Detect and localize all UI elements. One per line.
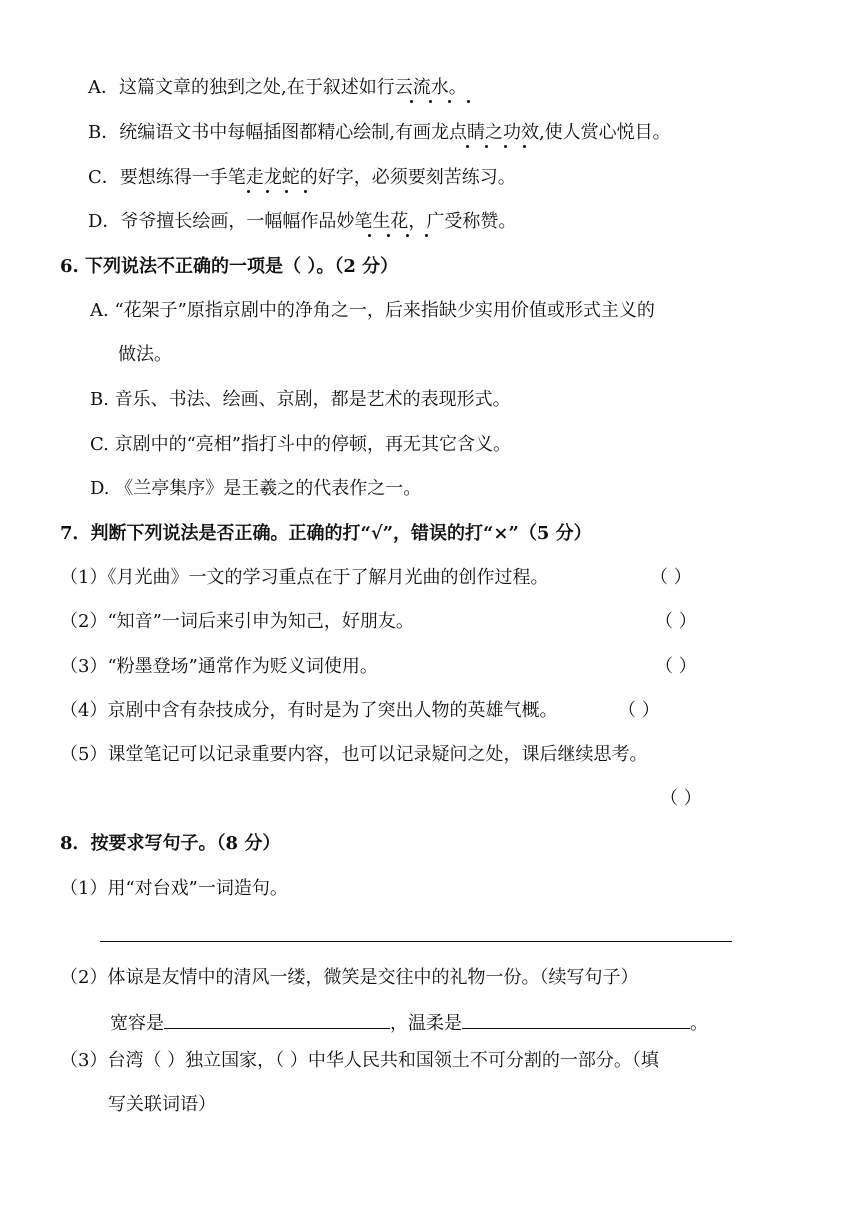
q7-item-2-text: （2）“知音”一词后来引申为知己，好朋友。 xyxy=(60,611,414,632)
q5-option-d-text: D．爷爷擅长绘画，一幅幅作品妙笔生花，广受称赞。 xyxy=(88,211,517,232)
q6-option-d-text: D. 《兰亭集序》是王羲之的代表作之一。 xyxy=(90,478,422,499)
q7-answer-3[interactable] xyxy=(655,655,697,679)
q5-option-b xyxy=(88,121,671,145)
q7-answer-5[interactable] xyxy=(660,787,702,811)
q6-option-b-text: B. 音乐、书法、绘画、京剧，都是艺术的表现形式。 xyxy=(90,389,511,410)
q8-sub-2-prefix: 宽容是 xyxy=(110,1013,164,1034)
q8-sub-2-text: （2）体谅是友情中的清风一缕，微笑是交往中的礼物一份。（续写句子） xyxy=(60,967,639,988)
q5-option-a xyxy=(88,76,467,100)
q6-option-a-line2: 做法。 xyxy=(118,344,172,365)
q6-option-a-line1: A. “花架子”原指京剧中的净角之一，后来指缺少实用价值或形式主义的 xyxy=(90,300,655,321)
q7-answer-4[interactable] xyxy=(618,699,660,723)
q8-sub-2-fill xyxy=(110,1010,708,1036)
q6-title xyxy=(60,255,398,279)
q7-answer-2-paren: （ ） xyxy=(655,611,697,632)
q7-item-5-text: （5）课堂笔记可以记录重要内容，也可以记录疑问之处，课后继续思考。 xyxy=(60,744,648,765)
q8-sub-1-answer-line[interactable] xyxy=(100,941,732,942)
q7-item-3-text: （3）“粉墨登场”通常作为贬义词使用。 xyxy=(60,656,378,677)
q7-item-5 xyxy=(60,743,647,767)
q8-sub-2-blank-1[interactable] xyxy=(164,1010,390,1029)
q8-sub-3 xyxy=(60,1049,659,1073)
q7-answer-1-paren: （ ） xyxy=(650,567,692,588)
q6-option-c xyxy=(90,433,511,457)
q7-answer-2[interactable] xyxy=(655,610,697,634)
q8-sub-2-blank-2[interactable] xyxy=(462,1010,690,1029)
q8-sub-3-line2: 写关联词语） xyxy=(108,1094,216,1115)
q5-option-a-text: A．这篇文章的独到之处,在于叙述如行云流水。 xyxy=(88,77,467,98)
q5-option-c-text: C．要想练得一手笔走龙蛇的好字，必须要刻苦练习。 xyxy=(88,167,516,188)
q6-option-a-cont xyxy=(118,343,172,367)
q8-sub-2 xyxy=(60,966,638,990)
q6-option-c-text: C. 京剧中的“亮相”指打斗中的停顿，再无其它含义。 xyxy=(90,434,511,455)
q7-answer-5-paren: （ ） xyxy=(660,788,702,809)
q5-option-b-text: B．统编语文书中每幅插图都精心绘制,有画龙点睛之功效,使人赏心悦目。 xyxy=(88,122,671,143)
q7-answer-4-paren: （ ） xyxy=(618,700,660,721)
q8-sub-1-text: （1）用“对台戏”一词造句。 xyxy=(60,878,288,899)
q6-option-a xyxy=(90,299,655,323)
q8-sub-3-cont xyxy=(108,1093,216,1117)
q6-title-text: 6. 下列说法不正确的一项是（ ）。（2 分） xyxy=(60,256,399,277)
q8-title xyxy=(60,832,280,856)
q7-item-2 xyxy=(60,610,414,634)
q7-item-4-text: （4）京剧中含有杂技成分，有时是为了突出人物的英雄气概。 xyxy=(60,700,558,721)
q8-sub-2-sep: ，温柔是 xyxy=(390,1013,462,1034)
q7-item-4 xyxy=(60,699,557,723)
q7-title-text: 7．判断下列说法是否正确。正确的打“√”，错误的打“×”（5 分） xyxy=(60,523,592,544)
q6-option-d xyxy=(90,477,421,501)
q8-title-text: 8．按要求写句子。（8 分） xyxy=(60,833,281,854)
q5-option-d xyxy=(88,210,516,234)
q6-option-b xyxy=(90,388,511,412)
q7-answer-1[interactable] xyxy=(650,566,692,590)
q7-item-3 xyxy=(60,655,378,679)
q8-sub-1 xyxy=(60,877,288,901)
q8-sub-2-end: 。 xyxy=(690,1013,708,1034)
q7-item-1-text: （1）《月光曲》一文的学习重点在于了解月光曲的创作过程。 xyxy=(60,567,549,588)
q7-answer-3-paren: （ ） xyxy=(655,656,697,677)
q7-title xyxy=(60,522,592,546)
q7-item-1 xyxy=(60,566,548,590)
q5-option-c xyxy=(88,166,516,190)
q8-sub-3-line1: （3）台湾（ ）独立国家，（ ）中华人民共和国领土不可分割的一部分。（填 xyxy=(60,1050,659,1071)
